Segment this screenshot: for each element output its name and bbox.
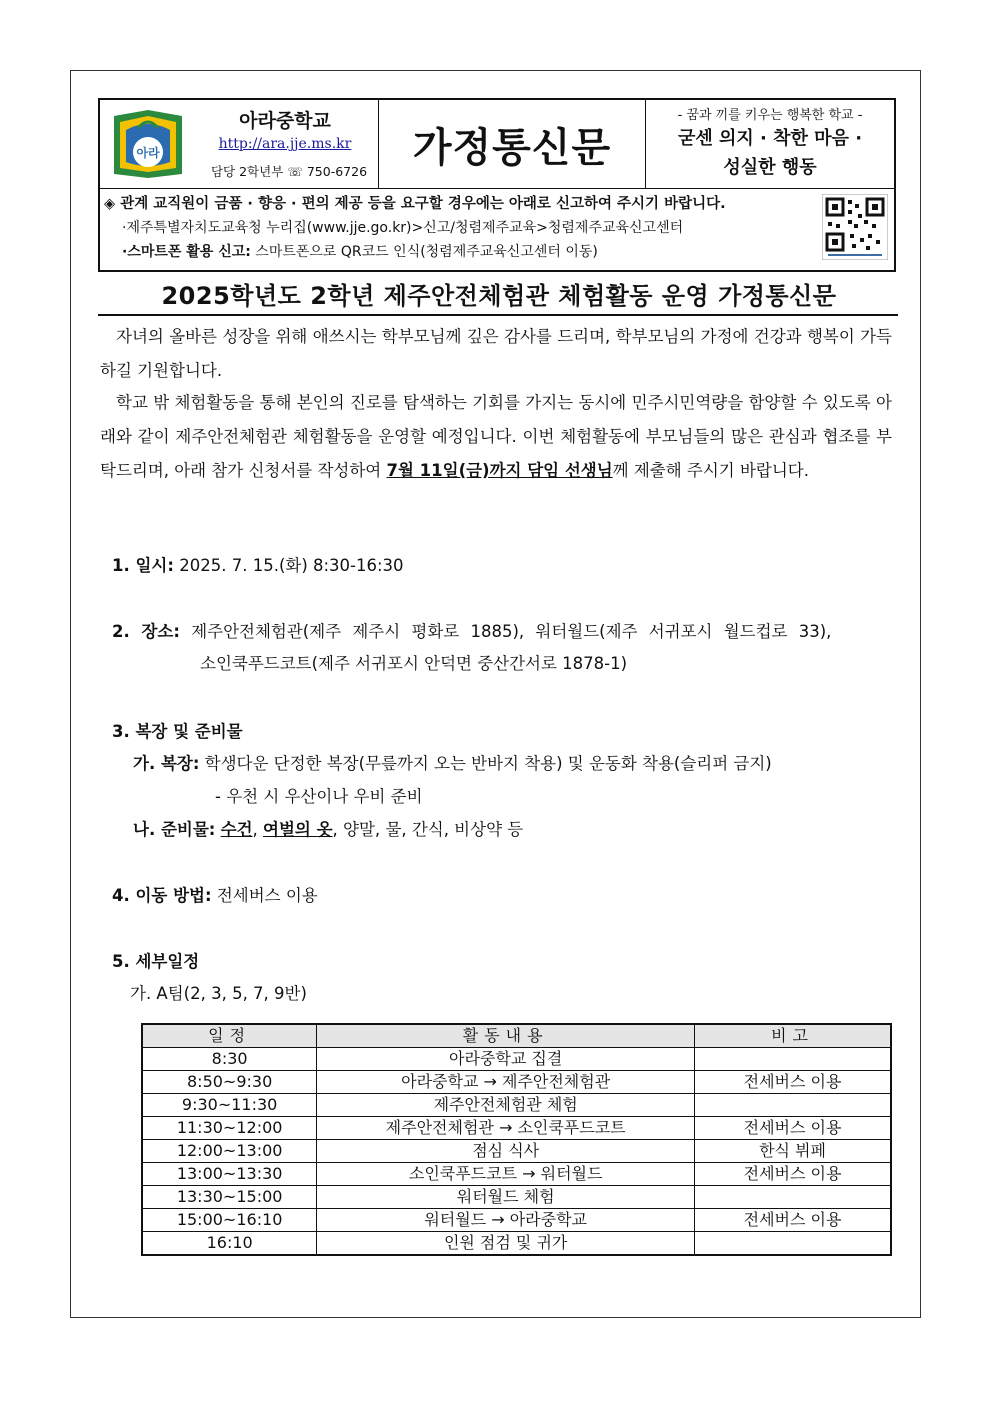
table-row <box>142 1209 891 1232</box>
notice-heading: ◈ 관계 교직원이 금품 · 향응 · 편의 제공 등을 요구할 경우에는 아래로 신고하여 주시기 바랍니다. <box>104 196 726 212</box>
cell-note: 전세버스 이용 <box>695 1117 891 1140</box>
table-row <box>142 1140 891 1163</box>
cell-activity: 워터월드 → 아라중학교 <box>317 1209 695 1232</box>
school-name: 아라중학교 <box>239 110 331 132</box>
cell-note <box>695 1048 891 1071</box>
cell-time: 13:30~15:00 <box>142 1186 317 1209</box>
item-place <box>112 616 831 648</box>
svg-text:아라: 아라 <box>136 146 160 160</box>
cell-activity: 아라중학교 → 제주안전체험관 <box>317 1071 695 1094</box>
school-logo-icon <box>108 108 188 180</box>
header-activity: 활동내용 <box>317 1024 695 1048</box>
date-label: 1. 일시: <box>112 556 174 575</box>
integrity-notice <box>104 192 824 264</box>
cell-time: 9:30~11:30 <box>142 1094 317 1117</box>
schedule-table <box>141 1023 892 1256</box>
table-row <box>142 1071 891 1094</box>
school-contact: 담당 2학년부 ☏ 750-6726 <box>210 164 368 179</box>
prep-heading: 3. 복장 및 준비물 <box>112 722 243 741</box>
attire-note: - 우천 시 우산이나 우비 준비 <box>215 787 423 806</box>
cell-note: 전세버스 이용 <box>695 1071 891 1094</box>
place-value-2: 소인쿡푸드코트(제주 서귀포시 안덕면 중산간서로 1878-1) <box>200 654 628 673</box>
intro-paragraph-2 <box>100 386 892 488</box>
header-note: 비고 <box>695 1024 891 1048</box>
cell-activity: 소인쿡푸드코트 → 워터월드 <box>317 1163 695 1186</box>
notice-line-smartphone <box>104 240 824 264</box>
cell-time: 13:00~13:30 <box>142 1163 317 1186</box>
place-label: 2. 장소: <box>112 622 180 641</box>
letterhead-top-row <box>100 100 894 189</box>
cell-time: 15:00~16:10 <box>142 1209 317 1232</box>
table-row <box>142 1163 891 1186</box>
cell-activity: 아라중학교 집결 <box>317 1048 695 1071</box>
motto-line-2: 성실한 행동 <box>723 157 817 178</box>
school-info-cell <box>100 100 379 188</box>
qr-code-icon <box>822 194 888 260</box>
header-time: 일정 <box>142 1024 317 1048</box>
title-divider <box>98 314 898 316</box>
motto-cell <box>646 100 894 188</box>
date-value: 2025. 7. 15.(화) 8:30-16:30 <box>173 556 404 575</box>
letterhead <box>98 98 896 272</box>
school-url-link[interactable]: http://ara.jje.ms.kr <box>218 136 352 152</box>
supplies-label: 나. 준비물: <box>133 820 216 839</box>
cell-note: 전세버스 이용 <box>695 1209 891 1232</box>
cell-note: 전세버스 이용 <box>695 1163 891 1186</box>
intro-paragraph-1: 자녀의 올바른 성장을 위해 애쓰시는 학부모님께 깊은 감사를 드리며, 학부모님의 가정에 건강과 행복이 가득하길 기원합니다. <box>100 327 892 380</box>
transport-label: 4. 이동 방법: <box>112 886 212 905</box>
transport-value: 전세버스 이용 <box>211 886 318 905</box>
cell-time: 16:10 <box>142 1232 317 1256</box>
attire-value: 학생다운 단정한 복장(무릎까지 오는 반바지 착용) 및 운동화 착용(슬리퍼 금지) <box>199 754 772 773</box>
supplies-extra-clothes: 여벌의 옷 <box>263 820 333 839</box>
newsletter-title: 가정통신문 <box>412 124 612 171</box>
supplies-towel: 수건 <box>220 820 253 839</box>
cell-activity: 인원 점검 및 귀가 <box>317 1232 695 1256</box>
attire-line <box>133 748 772 780</box>
item-transport <box>112 880 318 912</box>
schedule-heading: 5. 세부일정 <box>112 952 200 971</box>
attire-label: 가. 복장: <box>133 754 200 773</box>
notice-line-website: ·제주특별자치도교육청 누리집(www.jje.go.kr)>신고/청렴제주교육>청렴제주교육신고센터 <box>122 220 684 236</box>
cell-note <box>695 1094 891 1117</box>
notice-smartphone-label: ·스마트폰 활용 신고: <box>122 244 251 260</box>
cell-note: 한식 뷔페 <box>695 1140 891 1163</box>
notice-smartphone-text: 스마트폰으로 QR코드 인식(청렴제주교육신고센터 이동) <box>250 244 598 260</box>
cell-activity: 제주안전체험관 → 소인쿡푸드코트 <box>317 1117 695 1140</box>
newsletter-title-cell <box>379 100 646 188</box>
motto-line-1: 굳센 의지 · 착한 마음 · <box>677 128 863 149</box>
table-row <box>142 1232 891 1256</box>
table-row <box>142 1186 891 1209</box>
cell-note <box>695 1232 891 1256</box>
item-date <box>112 550 404 582</box>
intro-p2-closing: 께 제출해 주시기 바랍니다. <box>612 461 809 480</box>
supplies-separator: , <box>252 820 264 839</box>
submission-deadline: 7월 11일(금)까지 담임 선생님 <box>386 461 613 480</box>
cell-time: 11:30~12:00 <box>142 1117 317 1140</box>
cell-activity: 점심 식사 <box>317 1140 695 1163</box>
supplies-line <box>133 814 523 846</box>
table-row <box>142 1094 891 1117</box>
supplies-rest: , 양말, 물, 간식, 비상약 등 <box>332 820 524 839</box>
cell-time: 8:50~9:30 <box>142 1071 317 1094</box>
cell-time: 12:00~13:00 <box>142 1140 317 1163</box>
cell-note <box>695 1186 891 1209</box>
cell-time: 8:30 <box>142 1048 317 1071</box>
cell-activity: 제주안전체험관 체험 <box>317 1094 695 1117</box>
document-title: 2025학년도 2학년 제주안전체험관 체험활동 운영 가정통신문 <box>161 282 837 310</box>
place-value-1: 제주안전체험관(제주 제주시 평화로 1885), 워터월드(제주 서귀포시 월드컵로 33), <box>179 622 832 641</box>
motto-subtitle: - 꿈과 끼를 키우는 행복한 학교 - <box>677 108 863 123</box>
schedule-header-row <box>142 1024 891 1048</box>
table-row <box>142 1048 891 1071</box>
intro-p2-text: 학교 밖 체험활동을 통해 본인의 진로를 탐색하는 기회를 가지는 동시에 민주시민역량을 함양할 수 있도록 아래와 같이 제주안전체험관 체험활동을 운영할 예정입니다. 이번 체험활동에 부모님들의 많은 관심과 협조를 부탁드리며, 아래 참가 신청서를 작성하여 <box>100 393 892 480</box>
team-a-label: 가. A팀(2, 3, 5, 7, 9반) <box>130 984 307 1003</box>
cell-activity: 워터월드 체험 <box>317 1186 695 1209</box>
table-row <box>142 1117 891 1140</box>
